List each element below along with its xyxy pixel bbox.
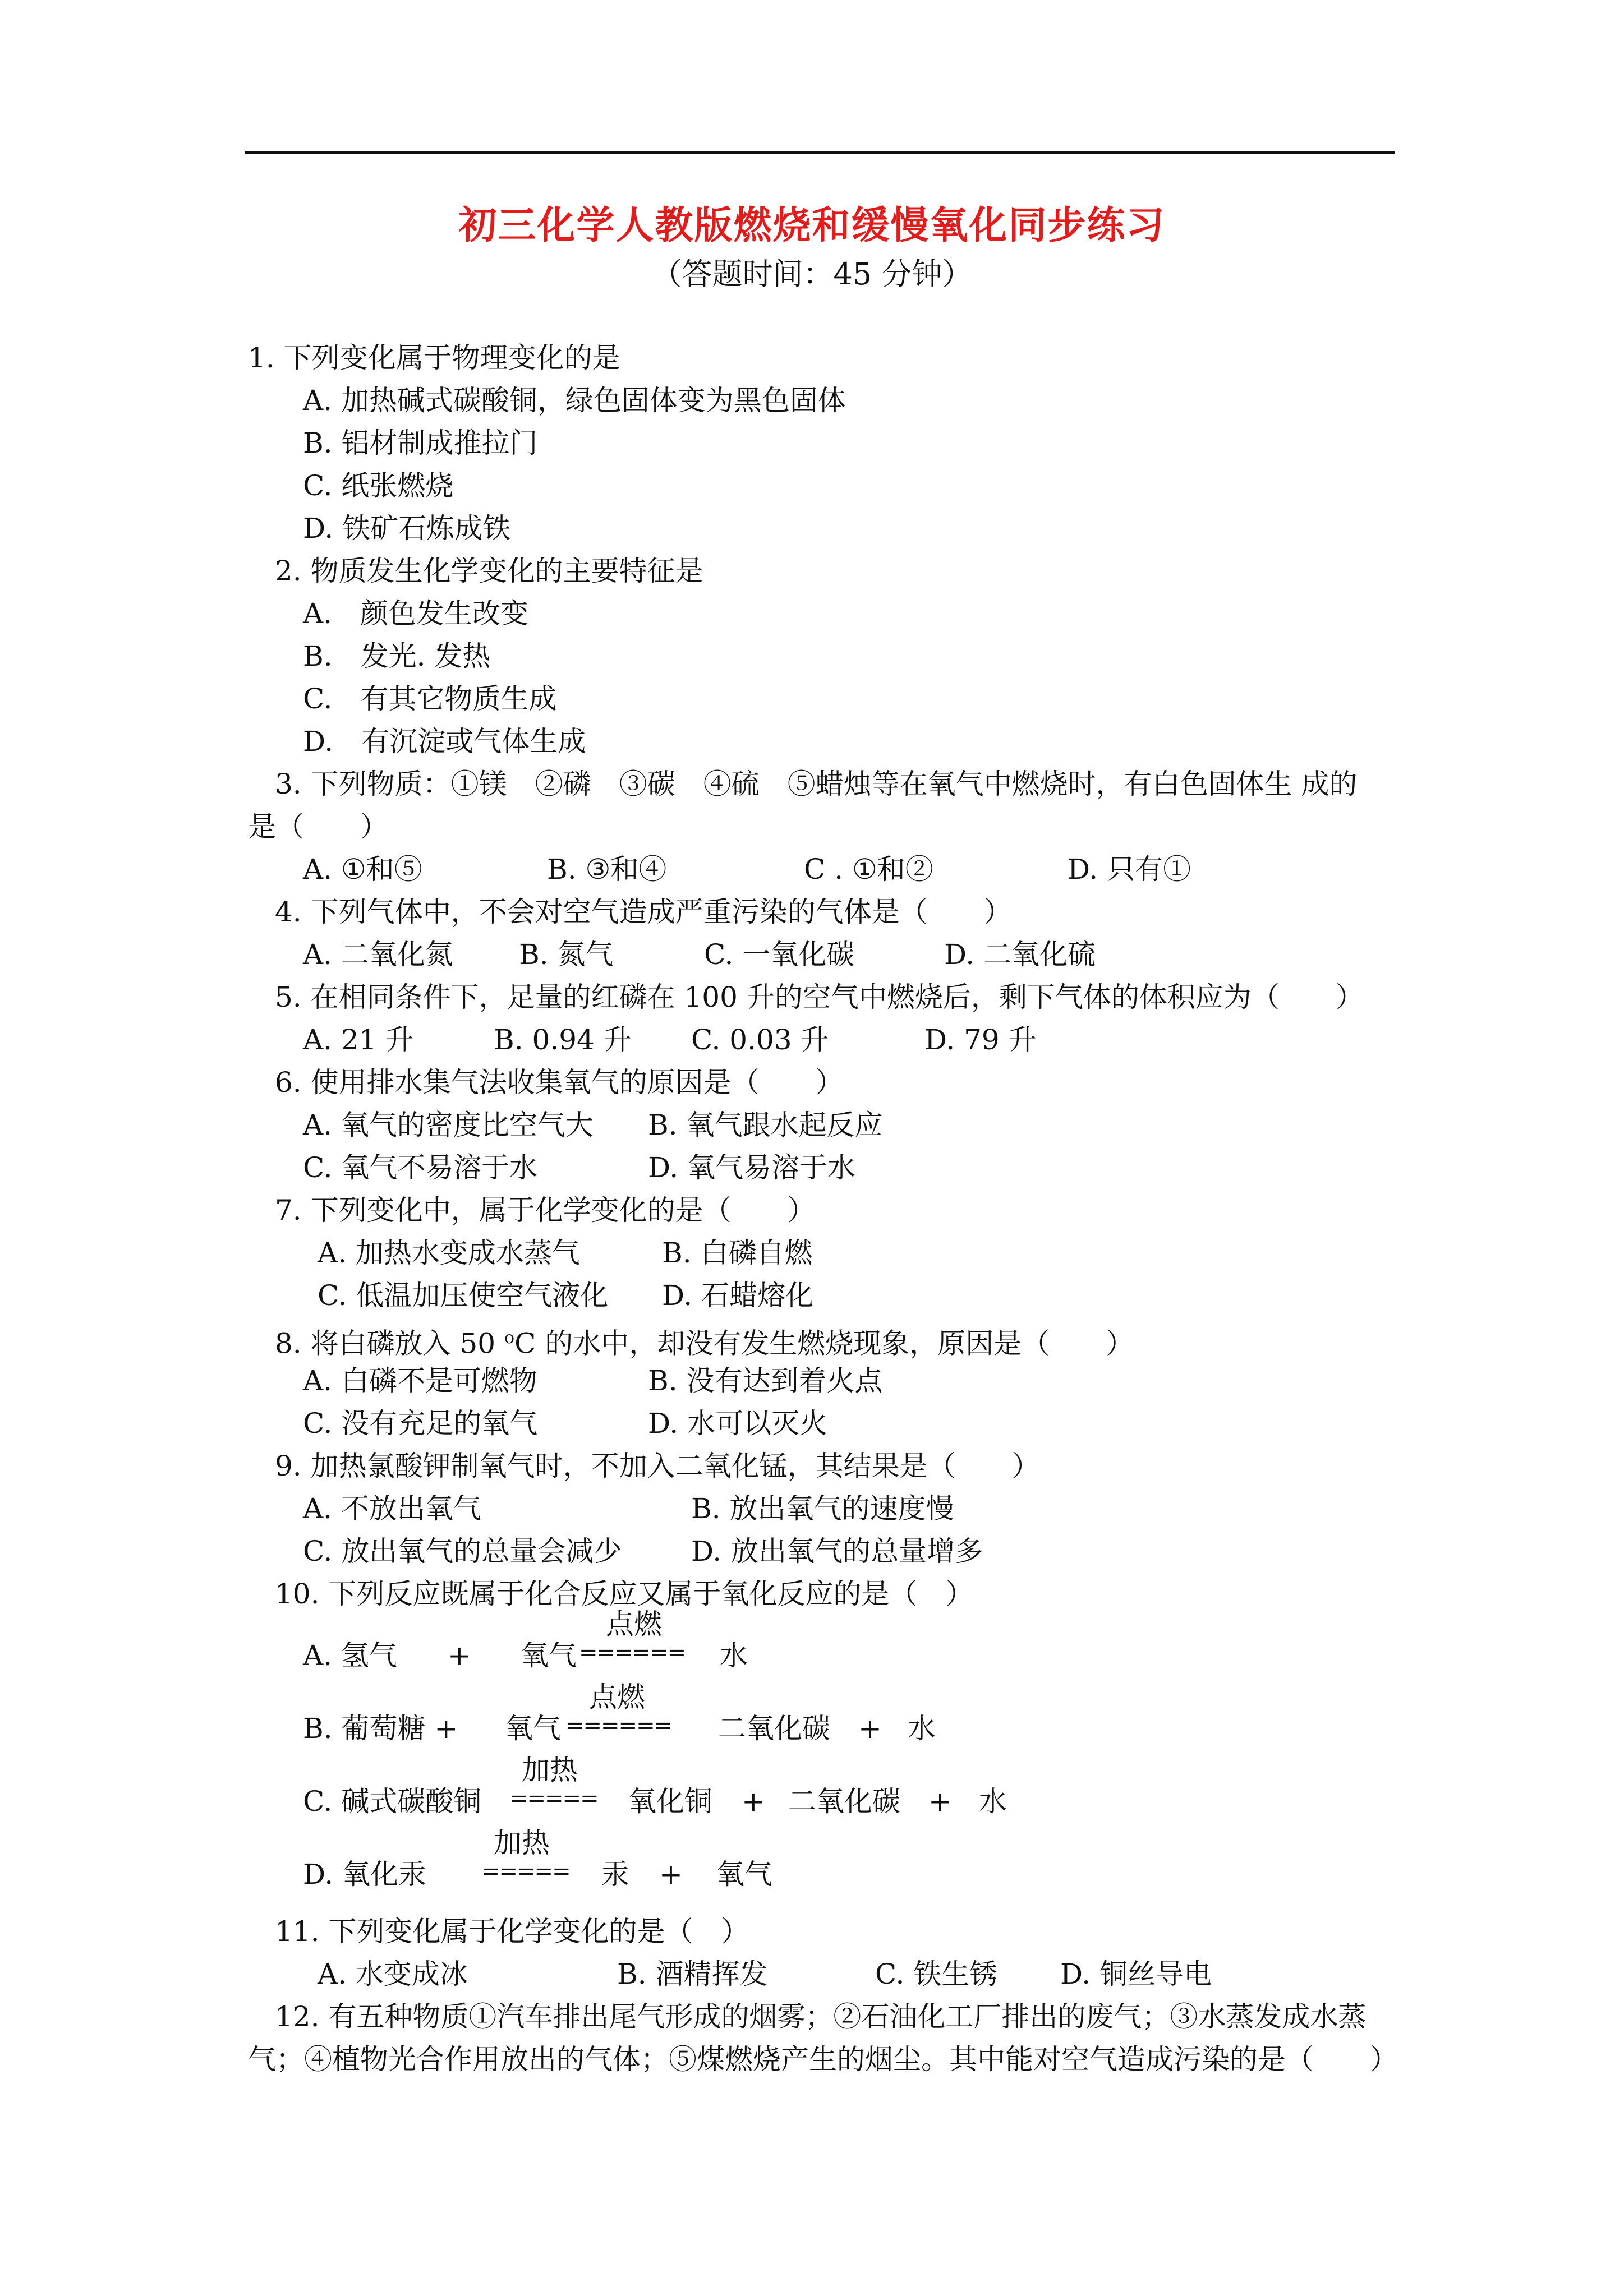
question-3-option-c: C . ①和② <box>804 853 933 886</box>
question-8-option-b: B. 没有达到着火点 <box>648 1364 883 1397</box>
question-10-option-b-reactant2: 氧气 <box>505 1712 561 1745</box>
question-5-option-d: D. 79 升 <box>924 1023 1037 1056</box>
question-10-option-a-equals: ====== <box>579 1640 686 1666</box>
question-2-stem: 2. 物质发生化学变化的主要特征是 <box>275 555 703 587</box>
question-3-stem-line1: 3. 下列物质：①镁 ②磷 ③碳 ④硫 ⑤蜡烛等在氧气中燃烧时，有白色固体生 成的 <box>275 768 1358 800</box>
question-2-option-d: D. 有沉淀或气体生成 <box>303 725 586 758</box>
question-10-option-a-condition: 点燃 <box>606 1608 662 1640</box>
question-10-option-b-label: B. 葡萄糖 + <box>303 1712 458 1745</box>
question-7-option-d: D. 石蜡熔化 <box>662 1279 814 1312</box>
question-10-option-d-product2: 氧气 <box>716 1858 772 1891</box>
question-11-option-d: D. 铜丝导电 <box>1060 1958 1212 1990</box>
question-3-option-b: B. ③和④ <box>547 853 667 886</box>
question-4-option-d: D. 二氧化硫 <box>944 938 1096 971</box>
question-4-stem: 4. 下列气体中，不会对空气造成严重污染的气体是（ ） <box>275 896 1012 928</box>
question-7-option-b: B. 白磷自燃 <box>662 1237 813 1269</box>
question-10-option-b-condition: 点燃 <box>589 1681 645 1713</box>
question-10-option-a-plus: + <box>448 1639 471 1672</box>
question-11-option-a: A. 水变成冰 <box>318 1958 468 1990</box>
question-4-option-c: C. 一氧化碳 <box>704 938 855 971</box>
question-4-option-a: A. 二氧化氮 <box>303 938 453 971</box>
question-8-option-a: A. 白磷不是可燃物 <box>303 1364 537 1397</box>
question-11-stem: 11. 下列变化属于化学变化的是（ ） <box>275 1915 749 1948</box>
question-10-option-d-plus: + <box>659 1858 683 1891</box>
question-6-stem: 6. 使用排水集气法收集氧气的原因是（ ） <box>275 1066 844 1099</box>
question-12-line1: 12. 有五种物质①汽车排出尾气形成的烟雾；②石油化工厂排出的废气；③水蒸发成水蒸 <box>275 2000 1367 2033</box>
question-5-option-c: C. 0.03 升 <box>691 1023 829 1056</box>
question-8-option-d: D. 水可以灭火 <box>648 1407 828 1440</box>
page-subtitle: （答题时间：45 分钟） <box>651 256 973 292</box>
question-10-option-c-product3: 水 <box>979 1785 1007 1818</box>
question-3-option-d: D. 只有① <box>1068 853 1191 886</box>
question-10-option-c-plus2: + <box>928 1785 952 1818</box>
question-10-option-a-label: A. 氢气 <box>303 1639 397 1672</box>
question-10-option-d-label: D. 氧化汞 <box>303 1858 427 1891</box>
question-7-option-c: C. 低温加压使空气液化 <box>318 1279 609 1312</box>
question-1-stem: 1. 下列变化属于物理变化的是 <box>248 342 620 374</box>
question-7-option-a: A. 加热水变成水蒸气 <box>318 1237 580 1269</box>
question-10-option-b-product2: 水 <box>908 1712 936 1745</box>
question-6-option-d: D. 氧气易溶于水 <box>648 1151 856 1184</box>
question-10-stem: 10. 下列反应既属于化合反应又属于氧化反应的是（ ） <box>275 1578 974 1610</box>
question-8-stem: 8. 将白磷放入 50 $^o$C 的水中，却没有发生燃烧现象，原因是（ ） <box>275 1327 1134 1360</box>
question-4-option-b: B. 氮气 <box>519 938 614 971</box>
question-10-option-a-product: 水 <box>720 1639 748 1672</box>
question-11-option-b: B. 酒精挥发 <box>617 1958 768 1990</box>
question-11-option-c: C. 铁生锈 <box>875 1958 998 1990</box>
question-10-option-c-product1: 氧化铜 <box>628 1785 712 1818</box>
question-7-stem: 7. 下列变化中，属于化学变化的是（ ） <box>275 1194 816 1227</box>
question-6-option-c: C. 氧气不易溶于水 <box>303 1151 538 1184</box>
question-6-option-a: A. 氧气的密度比空气大 <box>303 1109 594 1141</box>
question-1-option-b: B. 铝材制成推拉门 <box>303 427 538 459</box>
question-9-option-c: C. 放出氧气的总量会减少 <box>303 1535 622 1567</box>
question-10-option-c-equals: ===== <box>509 1786 598 1811</box>
question-5-option-b: B. 0.94 升 <box>494 1023 632 1056</box>
question-2-option-c: C. 有其它物质生成 <box>303 683 557 715</box>
question-10-option-b-product1: 二氧化碳 <box>718 1712 830 1745</box>
question-6-option-b: B. 氧气跟水起反应 <box>648 1109 883 1141</box>
question-10-option-c-plus: + <box>742 1785 765 1818</box>
question-10-option-d-product1: 汞 <box>601 1858 629 1891</box>
question-10-option-d-condition: 加热 <box>494 1827 550 1859</box>
question-10-option-c-condition: 加热 <box>522 1754 578 1786</box>
question-9-option-d: D. 放出氧气的总量增多 <box>691 1535 983 1567</box>
question-10-option-b-equals: ====== <box>565 1713 672 1739</box>
question-5-stem: 5. 在相同条件下，足量的红磷在 100 升的空气中燃烧后，剩下气体的体积应为（ ） <box>275 981 1364 1013</box>
question-10-option-a-reactant2: 氧气 <box>521 1639 577 1672</box>
question-1-option-d: D. 铁矿石炼成铁 <box>303 512 511 545</box>
question-10-option-b-plus: + <box>858 1712 882 1745</box>
question-10-option-d-equals: ===== <box>481 1859 570 1884</box>
question-5-option-a: A. 21 升 <box>303 1023 414 1056</box>
question-3-option-a: A. ①和⑤ <box>303 853 422 886</box>
question-8-option-c: C. 没有充足的氧气 <box>303 1407 538 1440</box>
question-2-option-b: B. 发光. 发热 <box>303 640 491 672</box>
header-rule <box>245 151 1395 154</box>
page-title: 初三化学人教版燃烧和缓慢氧化同步练习 <box>458 203 1166 248</box>
question-1-option-c: C. 纸张燃烧 <box>303 469 454 502</box>
question-10-option-c-product2: 二氧化碳 <box>788 1785 900 1818</box>
question-3-stem-line2: 是（ ） <box>248 810 388 843</box>
question-9-option-b: B. 放出氧气的速度慢 <box>691 1492 954 1525</box>
question-9-option-a: A. 不放出氧气 <box>303 1492 481 1525</box>
question-9-stem: 9. 加热氯酸钾制氧气时，不加入二氧化锰，其结果是（ ） <box>275 1450 1040 1482</box>
question-1-option-a: A. 加热碱式碳酸铜，绿色固体变为黑色固体 <box>303 384 846 417</box>
question-10-option-c-label: C. 碱式碳酸铜 <box>303 1785 482 1818</box>
question-2-option-a: A. 颜色发生改变 <box>303 597 529 630</box>
question-12-line2: 气；④植物光合作用放出的气体；⑤煤燃烧产生的烟尘。其中能对空气造成污染的是（ ） <box>248 2043 1398 2076</box>
